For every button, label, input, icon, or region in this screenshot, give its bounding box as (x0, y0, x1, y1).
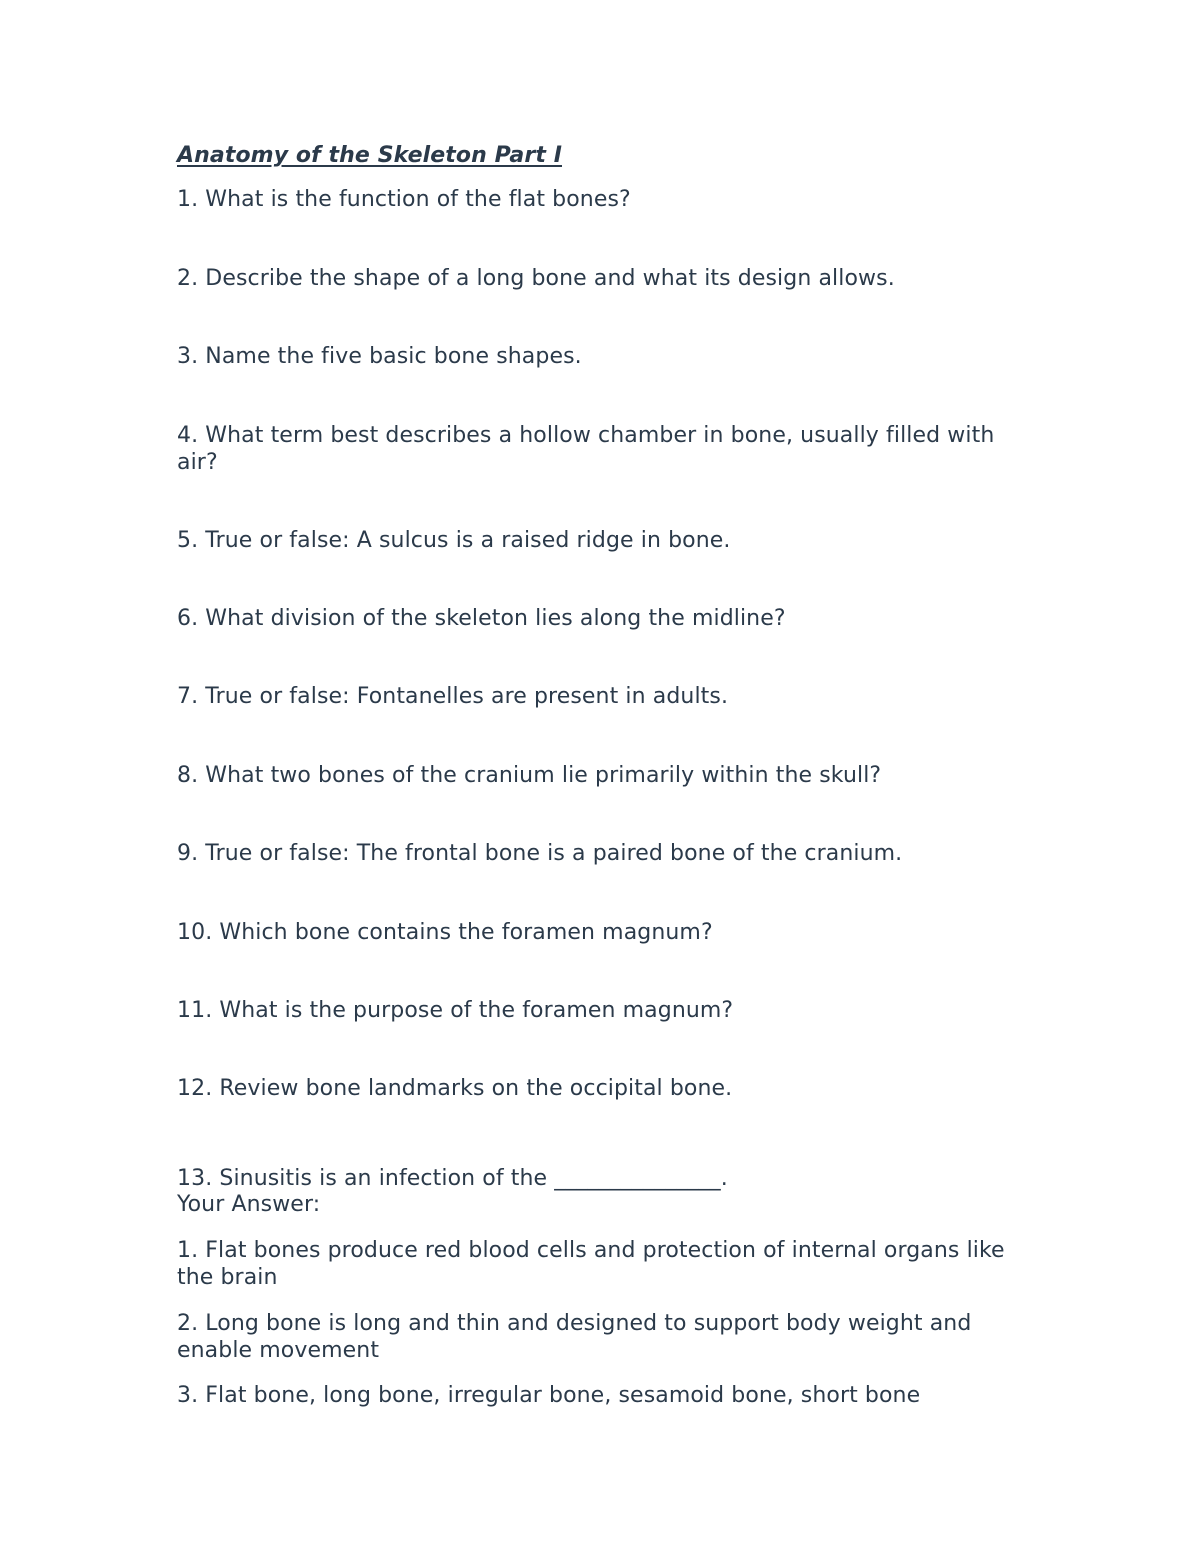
answer-1: 1. Flat bones produce red blood cells and protection of internal organs like the brain (177, 1238, 1005, 1290)
question-13: 13. Sinusitis is an infection of the _______________. (177, 1166, 728, 1191)
question-5: 5. True or false: A sulcus is a raised ridge in bone. (177, 528, 731, 553)
document-title: Anatomy of the Skeleton Part I (177, 143, 562, 168)
answer-2: 2. Long bone is long and thin and designed to support body weight and enable movement (177, 1311, 972, 1363)
question-11: 11. What is the purpose of the foramen magnum? (177, 998, 734, 1023)
question-2: 2. Describe the shape of a long bone and what its design allows. (177, 266, 895, 291)
question-6: 6. What division of the skeleton lies along the midline? (177, 606, 786, 631)
question-7: 7. True or false: Fontanelles are present in adults. (177, 684, 729, 709)
question-8: 8. What two bones of the cranium lie primarily within the skull? (177, 763, 882, 788)
question-1: 1. What is the function of the flat bones? (177, 187, 631, 212)
answer-3: 3. Flat bone, long bone, irregular bone, sesamoid bone, short bone (177, 1383, 921, 1408)
question-12: 12. Review bone landmarks on the occipital bone. (177, 1076, 733, 1101)
question-3: 3. Name the five basic bone shapes. (177, 344, 582, 369)
answer-label: Your Answer: (177, 1192, 321, 1217)
question-10: 10. Which bone contains the foramen magnum? (177, 920, 713, 945)
question-9: 9. True or false: The frontal bone is a paired bone of the cranium. (177, 841, 903, 866)
question-4: 4. What term best describes a hollow chamber in bone, usually filled with air? (177, 423, 995, 475)
